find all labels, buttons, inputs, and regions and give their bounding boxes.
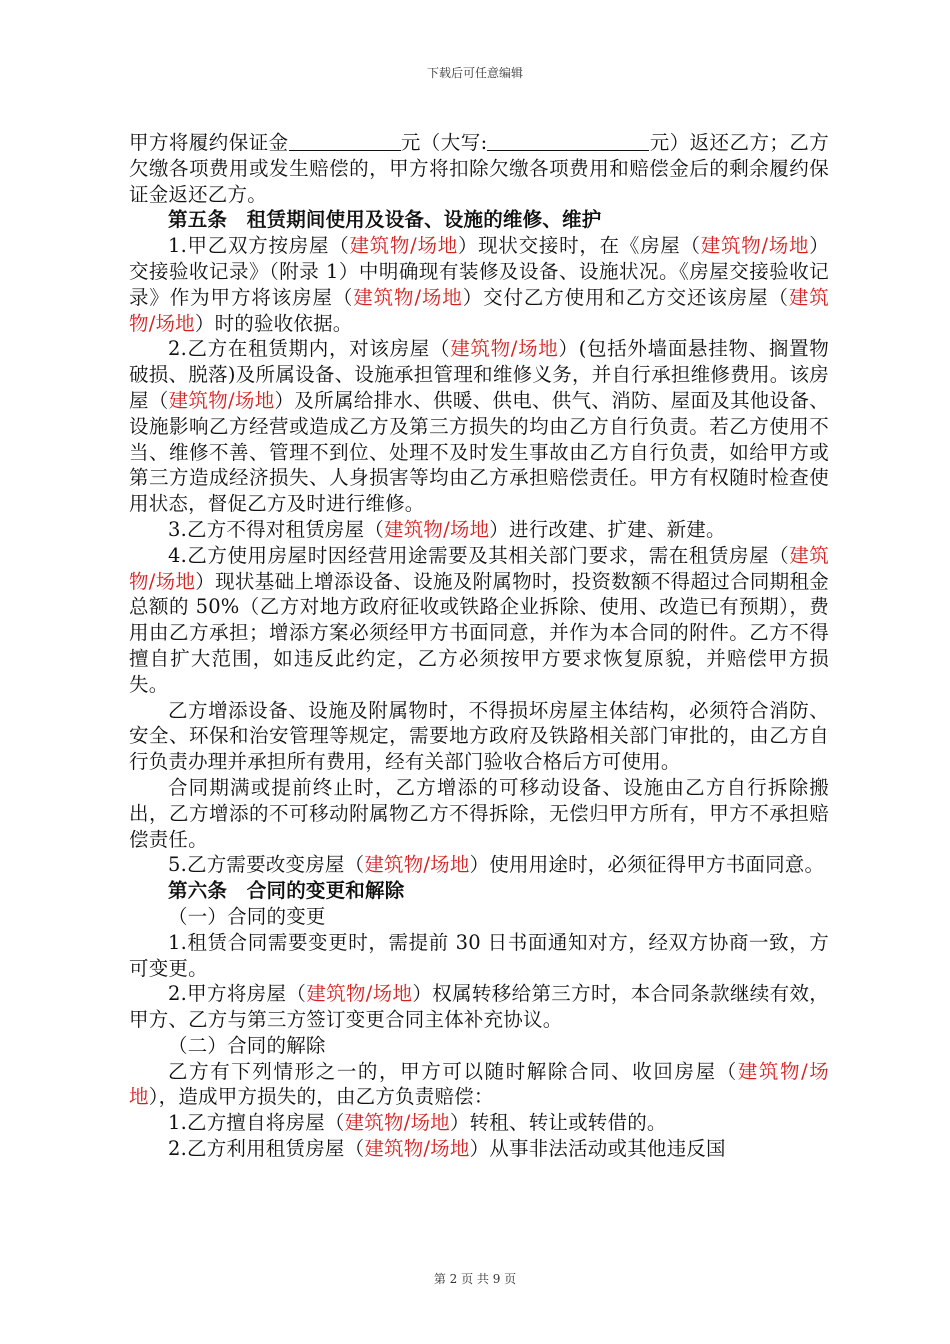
article-6-termination-intro: 乙方有下列情形之一的，甲方可以随时解除合同、收回房屋（建筑物/场地），造成甲方损失的，由乙方负责赔偿： [129, 1059, 829, 1109]
article-6-termination-item-1: 1.乙方擅自将房屋（建筑物/场地）转租、转让或转借的。 [168, 1111, 667, 1135]
article-5-clause-5: 5.乙方需要改变房屋（建筑物/场地）使用用途时，必须征得甲方书面同意。 [168, 853, 825, 877]
amount-in-words-blank [487, 132, 649, 151]
article-6-termination-item-2: 2.乙方利用租赁房屋（建筑物/场地）从事非法活动或其他违反国 [168, 1137, 726, 1161]
article-5-clause-1: 1.甲乙双方按房屋（建筑物/场地）现状交接时，在《房屋（建筑物/场地）交接验收记录》（附录 1）中明确现有装修及设备、设施状况。《房屋交接验收记录》作为甲方将该房屋（建筑物/场地）交付乙方使用和乙方交还该房屋（建筑物/场地）时的验收依据。 [129, 234, 829, 335]
page-footer: 第 2 页 共 9 页 [433, 1272, 517, 1286]
article-5-clause-4: 4.乙方使用房屋时因经营用途需要及其相关部门要求，需在租赁房屋（建筑物/场地）现状基础上增添设备、设施及附属物时，投资数额不得超过合同期租金总额的 50%（乙方对地方政府征收或铁路企业拆除、使用、改造已有预期），费用由乙方承担；增添方案必须经甲方书面同意，并作为本合同的附件。乙方不得擅自扩大范围，如违反此约定，乙方必须按甲方要求恢复原貌，并赔偿甲方损失。 [129, 543, 829, 696]
article-6-subheading-change: （一）合同的变更 [168, 904, 326, 928]
page-header: 下载后可任意编辑 [426, 66, 523, 80]
amount-blank [289, 132, 401, 151]
deposit-return-paragraph: 甲方将履约保证金 元（大写: 元）返还乙方；乙方欠缴各项费用或发生赔偿的，甲方将扣除欠缴各项费用和赔偿金后的剩余履约保证金返还乙方。 [129, 131, 829, 206]
article-6-clause-2: 2.甲方将房屋（建筑物/场地）权属转移给第三方时，本合同条款继续有效，甲方、乙方与第三方签订变更合同主体补充协议。 [129, 982, 829, 1032]
article-6-heading: 第六条 合同的变更和解除 [168, 879, 405, 903]
article-5-clause-4-paragraph-2: 乙方增添设备、设施及附属物时，不得损坏房屋主体结构，必须符合消防、安全、环保和治安管理等规定，需要地方政府及铁路相关部门审批的，由乙方自行负责办理并承担所有费用，经有关部门验收合格后方可使用。 [129, 698, 829, 774]
article-5-clause-2: 2.乙方在租赁期内，对该房屋（建筑物/场地）(包括外墙面悬挂物、搁置物破损、脱落)及所属设备、设施承担管理和维修义务，并自行承担维修费用。该房屋（建筑物/场地）及所属给排水、供暖、供电、供气、消防、屋面及其他设备、设施影响乙方经营或造成乙方及第三方损失的均由乙方自行负责。若乙方使用不当、维修不善、管理不到位、处理不及时发生事故由乙方自行负责，如给甲方或第三方造成经济损失、人身损害等均由乙方承担赔偿责任。甲方有权随时检查使用状态，督促乙方及时进行维修。 [129, 337, 829, 516]
article-5-clause-4-paragraph-3: 合同期满或提前终止时，乙方增添的可移动设备、设施由乙方自行拆除搬出，乙方增添的不可移动附属物乙方不得拆除，无偿归甲方所有，甲方不承担赔偿责任。 [129, 775, 829, 851]
article-6-subheading-termination: （二）合同的解除 [168, 1033, 326, 1057]
document-body [129, 130, 829, 1162]
article-5-heading: 第五条 租赁期间使用及设备、设施的维修、维护 [168, 208, 602, 232]
article-6-clause-1: 1.租赁合同需要变更时，需提前 30 日书面通知对方，经双方协商一致，方可变更。 [129, 930, 829, 980]
article-5-clause-3: 3.乙方不得对租赁房屋（建筑物/场地）进行改建、扩建、新建。 [168, 517, 726, 541]
